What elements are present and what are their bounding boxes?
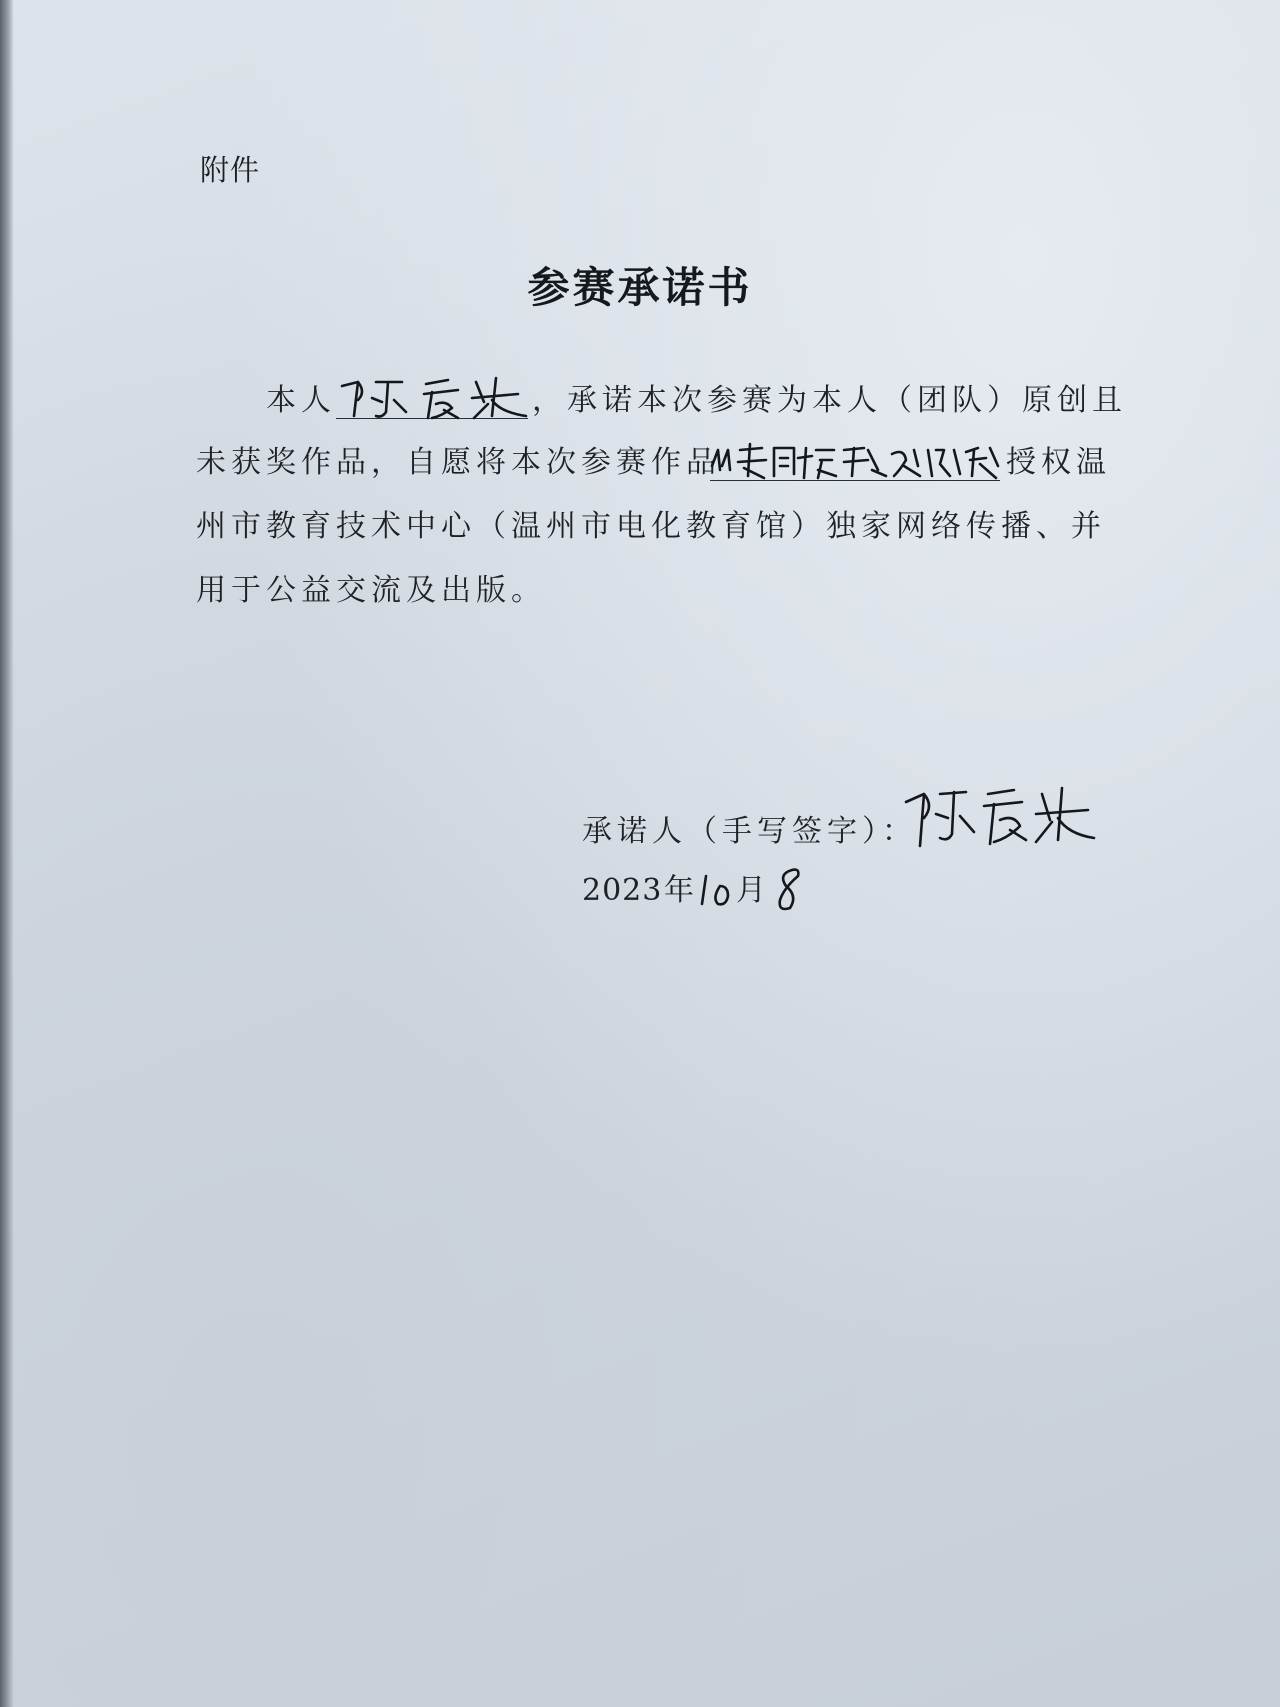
body-line2-prefix: 未获奖作品，自愿将本次参赛作品 bbox=[196, 445, 721, 480]
body-line1-prefix: 本人 bbox=[266, 383, 336, 418]
handwritten-day bbox=[770, 862, 806, 918]
handwritten-signature bbox=[900, 780, 1096, 856]
date-month-unit: 月 bbox=[736, 873, 771, 908]
date-year: 2023 bbox=[582, 873, 663, 908]
body-line4: 用于公益交流及出版。 bbox=[196, 573, 546, 608]
attachment-label: 附件 bbox=[200, 153, 261, 187]
body-line3: 州市教育技术中心（温州市电化教育馆）独家网络传播、并 bbox=[196, 509, 1106, 544]
document-title: 参赛承诺书 bbox=[527, 263, 753, 312]
body-line1-suffix: ，承诺本次参赛为本人（团队）原创且 bbox=[532, 383, 1127, 418]
handwritten-work-title bbox=[708, 436, 1004, 486]
signature-label: 承诺人（手写签字）： bbox=[582, 814, 917, 849]
date-year-unit: 年 bbox=[664, 873, 699, 908]
body-line2-suffix: 授权温 bbox=[1006, 445, 1111, 480]
handwritten-month bbox=[698, 868, 734, 912]
handwritten-name-signature bbox=[336, 372, 536, 424]
